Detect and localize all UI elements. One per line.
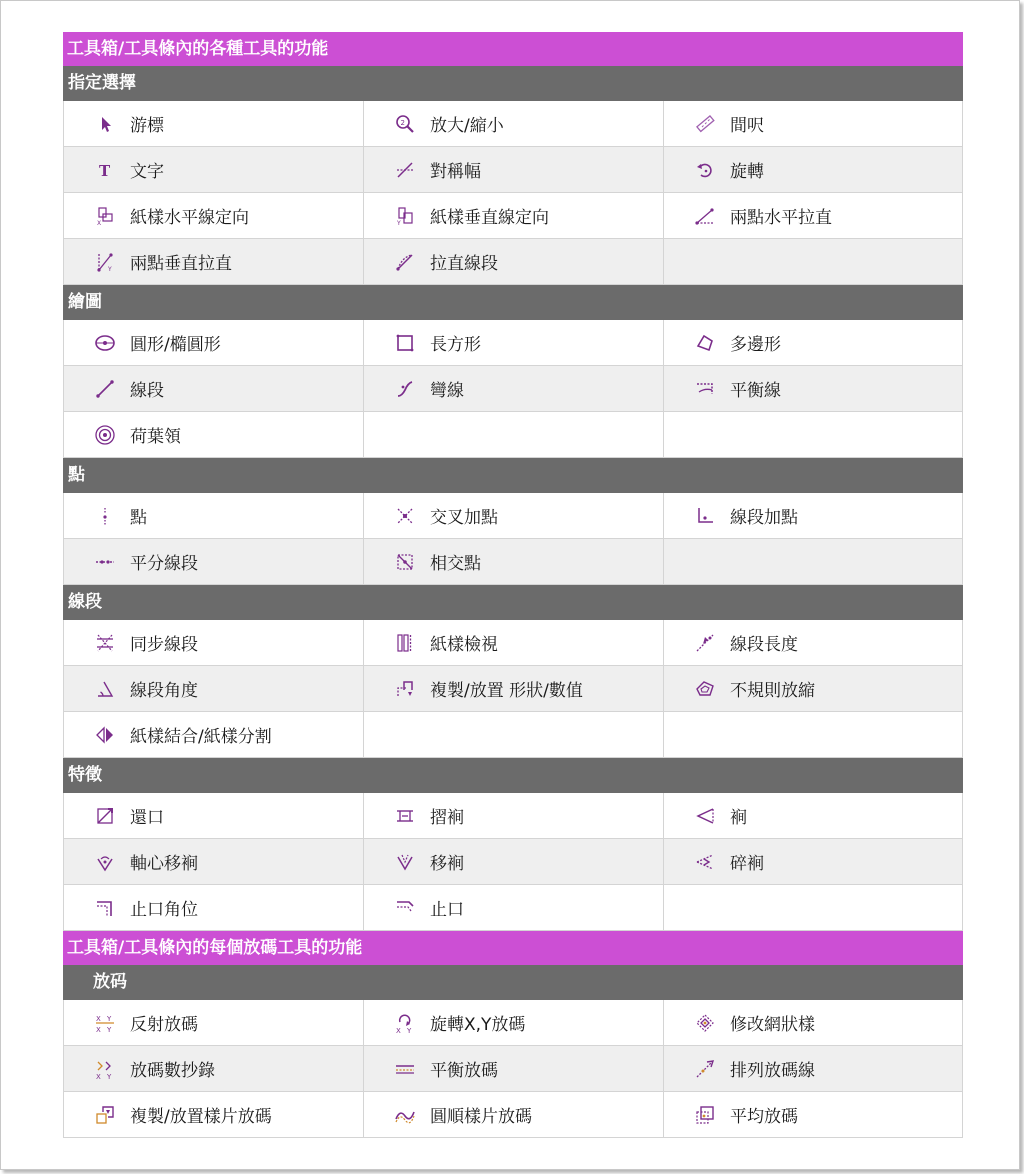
table-row (63, 493, 963, 539)
broken-dart-icon (694, 851, 716, 873)
stop-corner-icon (94, 897, 116, 919)
tool-cell[interactable] (363, 666, 663, 712)
tool-label: 長方形 (430, 335, 481, 355)
tool-label: 修改網狀樣 (730, 1015, 815, 1035)
tool-cell[interactable] (663, 1000, 963, 1046)
tool-cell[interactable] (363, 1046, 663, 1092)
divide-segment-icon (94, 551, 116, 573)
empty-cell (363, 712, 663, 758)
tool-label: 拉直線段 (430, 254, 498, 274)
tool-cell[interactable] (363, 101, 663, 147)
tool-label: 交叉加點 (430, 508, 498, 528)
svg-text:X: X (96, 1072, 101, 1080)
tool-cell[interactable] (63, 620, 363, 666)
table-row (63, 1000, 963, 1046)
empty-cell (363, 412, 663, 458)
move-dart-icon (394, 851, 416, 873)
tool-cell[interactable] (363, 366, 663, 412)
tool-cell[interactable] (63, 712, 363, 758)
tool-label: 紙樣垂直線定向 (430, 208, 549, 228)
segment-angle-icon (94, 678, 116, 700)
mitre-icon (94, 805, 116, 827)
tool-label: 排列放碼線 (730, 1061, 815, 1081)
tool-function-table (63, 32, 963, 1138)
ruler-icon (694, 113, 716, 135)
tool-label: 相交點 (430, 554, 481, 574)
tool-cell[interactable] (663, 1046, 963, 1092)
tool-label: 對稱幅 (430, 162, 481, 182)
tool-cell[interactable] (63, 101, 363, 147)
tool-cell[interactable] (63, 239, 363, 285)
table-row (63, 320, 963, 366)
tool-label: 多邊形 (730, 335, 781, 355)
irregular-scale-icon (694, 678, 716, 700)
mirror-grade-icon (94, 1012, 116, 1034)
tool-label: 裥 (730, 808, 747, 828)
tool-label: 兩點垂直拉直 (130, 254, 232, 274)
tool-label: 紙樣水平線定向 (130, 208, 249, 228)
table-row (63, 147, 963, 193)
tool-cell[interactable] (63, 147, 363, 193)
tool-label: 複製/放置樣片放碼 (130, 1107, 272, 1127)
tool-cell[interactable] (363, 885, 663, 931)
table-row (63, 1092, 963, 1138)
dart-icon (694, 805, 716, 827)
tool-label: 放大/縮小 (430, 116, 504, 136)
sync-segment-icon (94, 632, 116, 654)
section-header: 指定選擇 (63, 66, 963, 101)
zoom-icon (394, 113, 416, 135)
tool-label: 還口 (130, 808, 164, 828)
svg-text:Y: Y (107, 1072, 112, 1080)
tool-cell[interactable] (663, 320, 963, 366)
copy-place-grade-icon (94, 1104, 116, 1126)
tool-label: 旋轉 (730, 162, 764, 182)
tool-label: 平分線段 (130, 554, 198, 574)
rotate-xy-grade-icon (394, 1012, 416, 1034)
table-row (63, 666, 963, 712)
tool-label: 紙樣檢視 (430, 635, 498, 655)
smooth-grade-icon (394, 1104, 416, 1126)
rotate-icon (694, 159, 716, 181)
tool-label: 線段 (130, 381, 164, 401)
tool-cell[interactable] (63, 885, 363, 931)
tool-cell[interactable] (63, 1000, 363, 1046)
empty-cell (663, 412, 963, 458)
tool-cell[interactable] (663, 366, 963, 412)
tool-label: 點 (130, 508, 147, 528)
curve-icon (394, 378, 416, 400)
tool-label: 圓順樣片放碼 (430, 1107, 532, 1127)
tool-label: 放碼數抄錄 (130, 1061, 215, 1081)
svg-text:Y: Y (397, 219, 401, 227)
table-row (63, 366, 963, 412)
stop-icon (394, 897, 416, 919)
tool-label: 彎線 (430, 381, 464, 401)
line-icon (94, 378, 116, 400)
tool-cell[interactable] (63, 493, 363, 539)
intersect-add-point-icon (394, 505, 416, 527)
tool-label: 同步線段 (130, 635, 198, 655)
table-row (63, 193, 963, 239)
tool-cell[interactable] (63, 666, 363, 712)
rectangle-icon (394, 332, 416, 354)
tool-label: 平均放碼 (730, 1107, 798, 1127)
table-row (63, 839, 963, 885)
tool-label: 線段加點 (730, 508, 798, 528)
tool-cell[interactable] (363, 239, 663, 285)
tool-cell[interactable] (663, 793, 963, 839)
svg-text:X: X (96, 1014, 101, 1023)
average-grade-icon (694, 1104, 716, 1126)
modify-nest-icon (694, 1012, 716, 1034)
tool-cell[interactable] (63, 539, 363, 585)
svg-text:X: X (96, 1025, 101, 1034)
tool-label: 不規則放縮 (730, 681, 815, 701)
intersection-point-icon (394, 551, 416, 573)
tool-cell[interactable] (63, 366, 363, 412)
vertical-orient-icon (394, 205, 416, 227)
point-icon (94, 505, 116, 527)
table-row (63, 239, 963, 285)
segment-add-point-icon (694, 505, 716, 527)
tool-label: 止口角位 (130, 900, 198, 920)
tool-label: 圓形/橢圓形 (130, 335, 221, 355)
tool-label: 線段角度 (130, 681, 198, 701)
join-split-icon (94, 724, 116, 746)
tool-label: 荷葉領 (130, 427, 181, 447)
svg-text:X: X (97, 219, 102, 227)
tool-cell[interactable] (63, 1092, 363, 1138)
pointer-icon (94, 113, 116, 135)
table-row (63, 412, 963, 458)
tool-label: 平衡放碼 (430, 1061, 498, 1081)
table-row (63, 539, 963, 585)
section-header: 放码 (63, 965, 963, 1000)
tool-label: 文字 (130, 162, 164, 182)
pleat-icon (394, 805, 416, 827)
align-grade-line-icon (694, 1058, 716, 1080)
empty-cell (663, 239, 963, 285)
tool-cell[interactable] (663, 839, 963, 885)
tool-label: 碎裥 (730, 854, 764, 874)
table-row (63, 101, 963, 147)
table-row (63, 793, 963, 839)
tool-cell[interactable] (363, 193, 663, 239)
tool-label: 複製/放置 形狀/數值 (430, 681, 583, 701)
ellipse-icon (94, 332, 116, 354)
tool-cell[interactable] (363, 620, 663, 666)
empty-cell (663, 539, 963, 585)
table-banner: 工具箱/工具條內的每個放碼工具的功能 (63, 931, 963, 965)
table-row (63, 1046, 963, 1092)
tool-cell[interactable] (663, 493, 963, 539)
section-header: 點 (63, 458, 963, 493)
empty-cell (663, 885, 963, 931)
grade-record-icon (94, 1058, 116, 1080)
tool-label: 平衡線 (730, 381, 781, 401)
section-header: 繪圖 (63, 285, 963, 320)
tool-cell[interactable] (663, 101, 963, 147)
tool-cell[interactable] (363, 1000, 663, 1046)
pivot-dart-icon (94, 851, 116, 873)
tool-label: 止口 (430, 900, 464, 920)
copy-place-shape-icon (394, 678, 416, 700)
table-row (63, 885, 963, 931)
tool-label: 旋轉X,Y放碼 (430, 1015, 526, 1035)
tool-cell[interactable] (363, 793, 663, 839)
two-point-horizontal-icon (694, 205, 716, 227)
pattern-view-icon (394, 632, 416, 654)
tool-cell[interactable] (363, 147, 663, 193)
tool-label: 紙樣結合/紙樣分割 (130, 727, 272, 747)
tool-cell[interactable] (663, 620, 963, 666)
two-point-vertical-icon (94, 251, 116, 273)
tool-label: 線段長度 (730, 635, 798, 655)
polygon-icon (694, 332, 716, 354)
lotus-collar-icon (94, 424, 116, 446)
tool-cell[interactable] (363, 1092, 663, 1138)
tool-cell[interactable] (63, 1046, 363, 1092)
table-row (63, 620, 963, 666)
balance-grade-icon (394, 1058, 416, 1080)
svg-text:Y: Y (107, 1025, 112, 1034)
table-row (63, 712, 963, 758)
tool-cell[interactable] (63, 793, 363, 839)
tool-cell[interactable] (63, 320, 363, 366)
horizontal-orient-icon (94, 205, 116, 227)
svg-text:Y: Y (407, 1026, 412, 1034)
tool-label: 游標 (130, 116, 164, 136)
section-header: 線段 (63, 585, 963, 620)
tool-cell[interactable] (363, 493, 663, 539)
tool-label: 軸心移裥 (130, 854, 198, 874)
text-icon (94, 159, 116, 181)
balance-line-icon (694, 378, 716, 400)
tool-label: 移裥 (430, 854, 464, 874)
table-banner: 工具箱/工具條內的各種工具的功能 (63, 32, 963, 66)
svg-text:Y: Y (107, 1014, 112, 1023)
tool-cell[interactable] (663, 147, 963, 193)
empty-cell (663, 712, 963, 758)
tool-label: 間呎 (730, 116, 764, 136)
tool-cell[interactable] (663, 193, 963, 239)
tool-cell[interactable] (363, 539, 663, 585)
svg-text:X: X (396, 1026, 401, 1034)
svg-text:Y: Y (108, 265, 112, 273)
tool-cell[interactable] (63, 193, 363, 239)
svg-text:2: 2 (400, 118, 405, 127)
straighten-segment-icon (394, 251, 416, 273)
tool-label: 兩點水平拉直 (730, 208, 832, 228)
symmetric-icon (394, 159, 416, 181)
tool-label: 摺裥 (430, 808, 464, 828)
tool-label: 反射放碼 (130, 1015, 198, 1035)
section-header: 特徵 (63, 758, 963, 793)
tool-cell[interactable] (363, 320, 663, 366)
tool-cell[interactable] (663, 1092, 963, 1138)
tool-cell[interactable] (663, 666, 963, 712)
svg-text:T: T (99, 161, 111, 180)
tool-cell[interactable] (363, 839, 663, 885)
tool-cell[interactable] (63, 839, 363, 885)
tool-cell[interactable] (63, 412, 363, 458)
segment-length-icon (694, 632, 716, 654)
